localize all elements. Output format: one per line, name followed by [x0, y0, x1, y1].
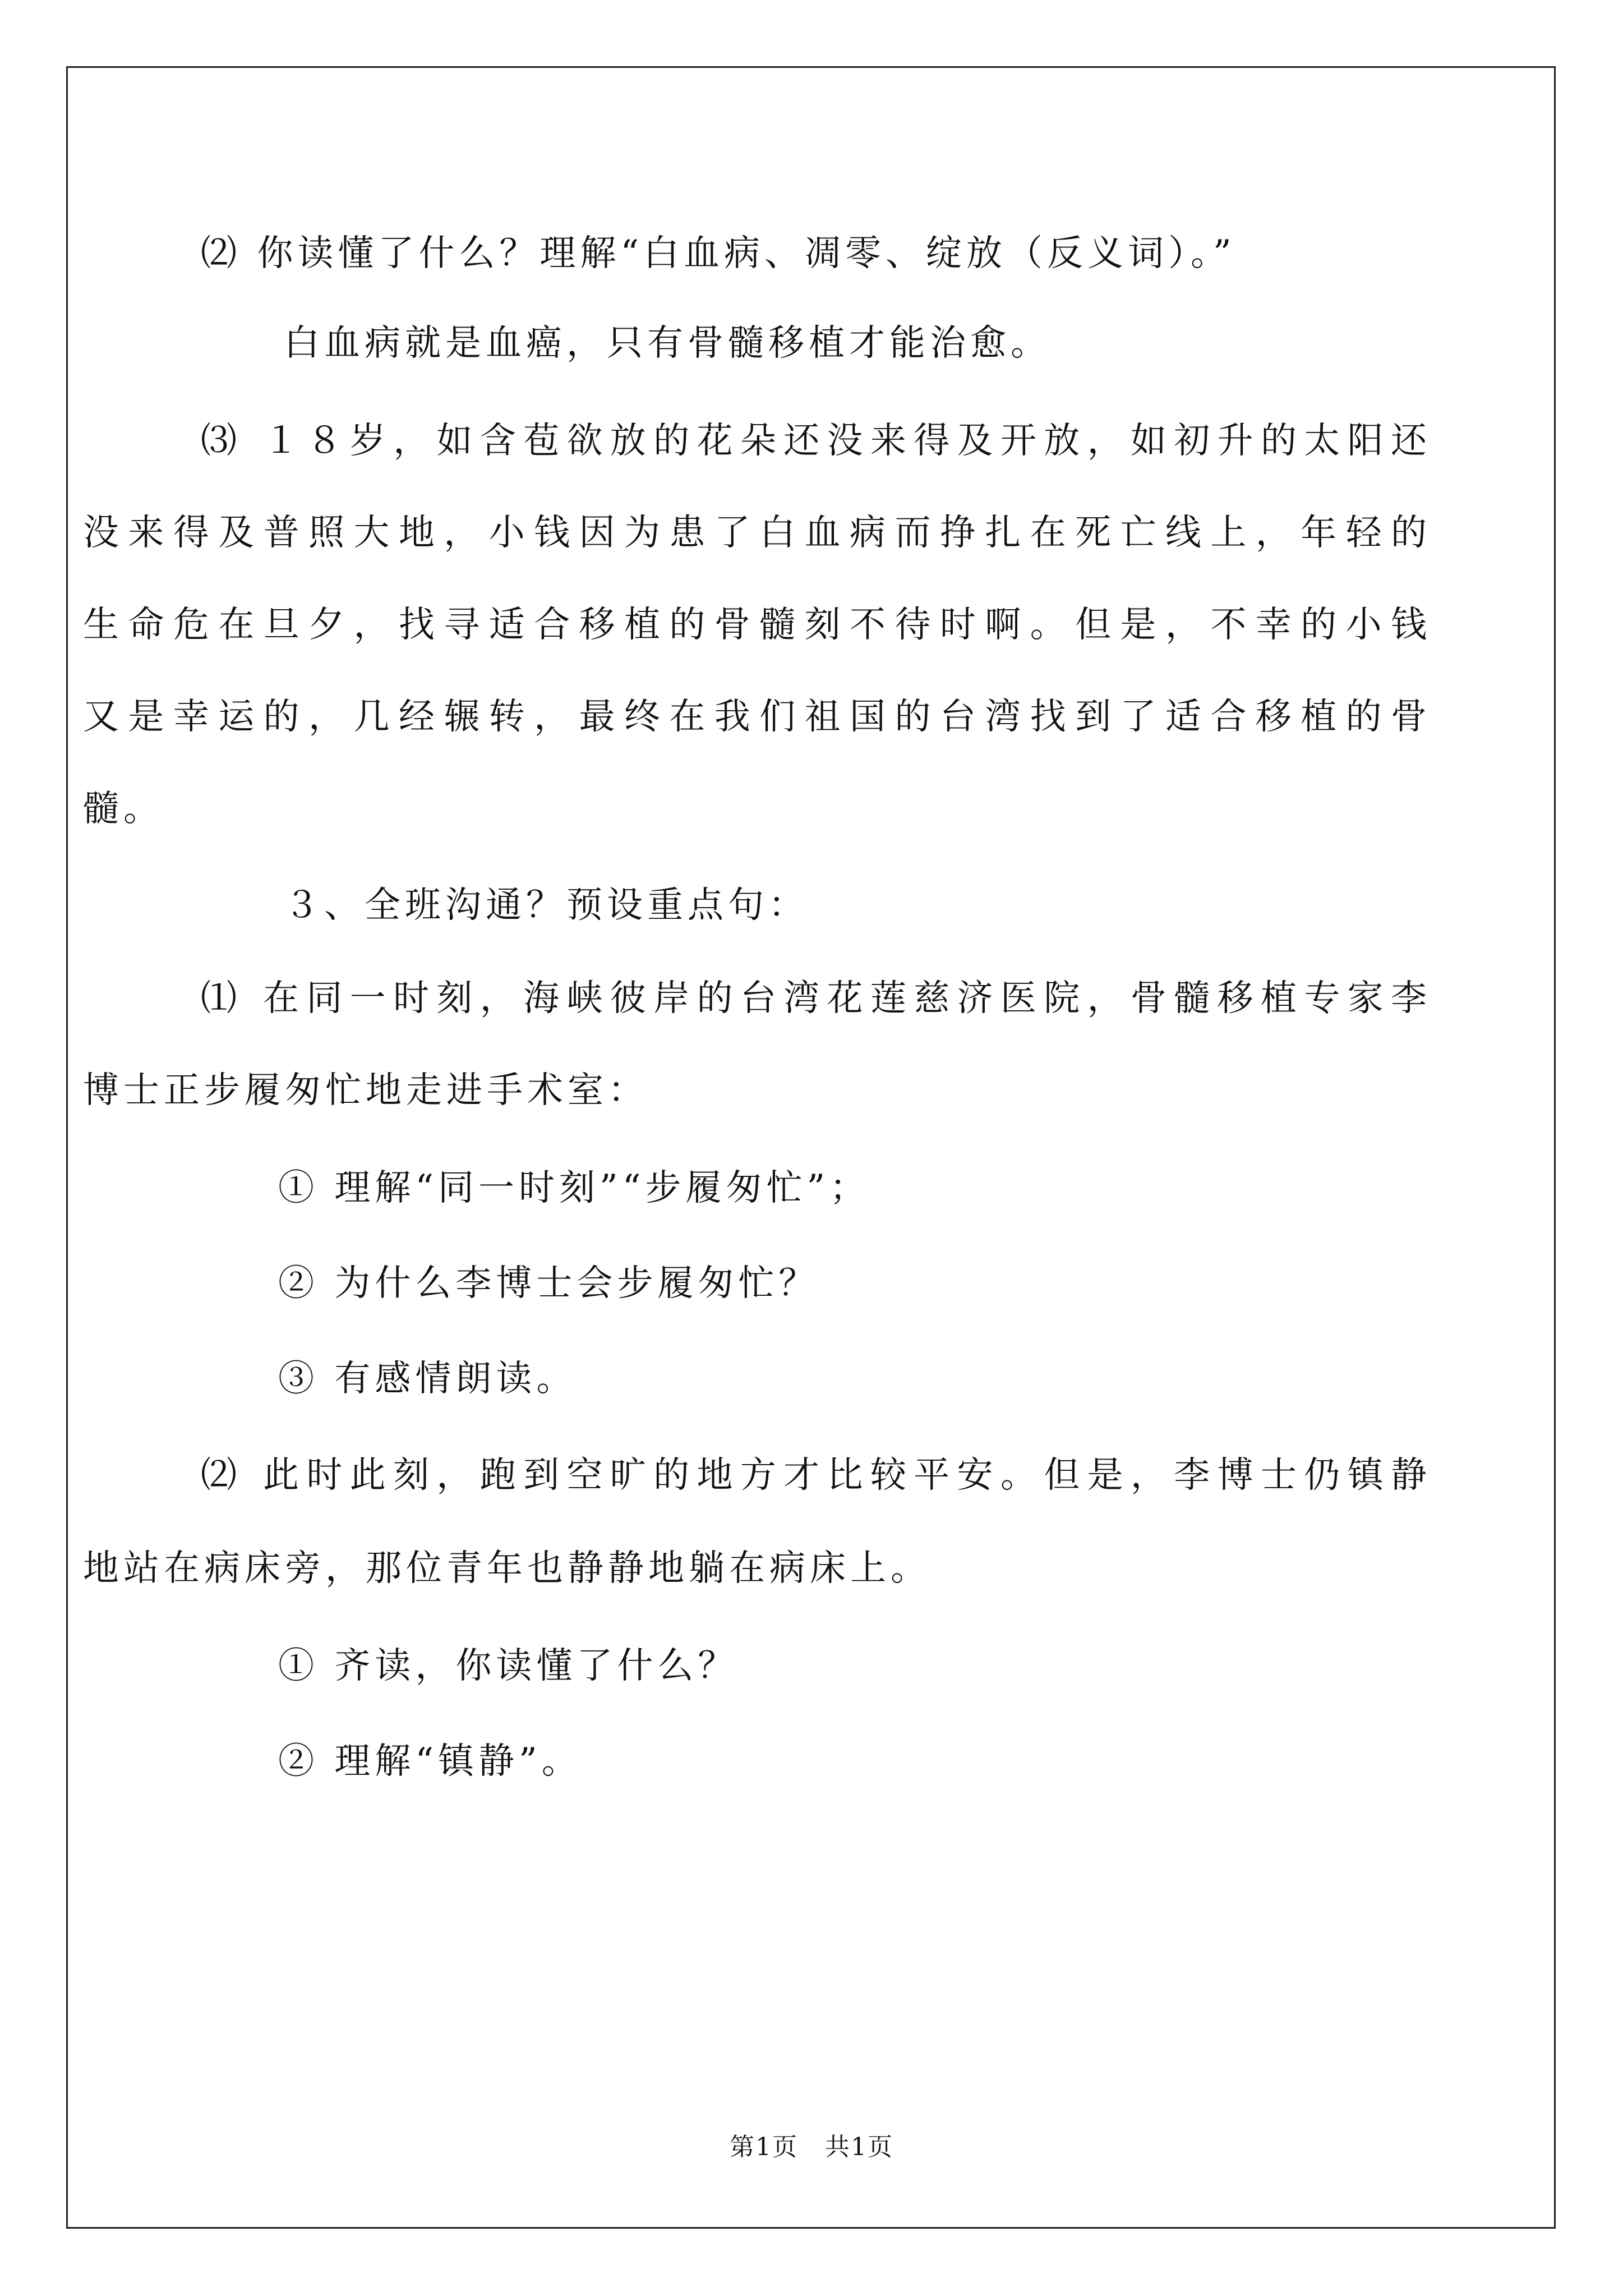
text-line-4: 没来得及普照大地，小钱因为患了白血病而挣扎在死亡线上，年轻的 [83, 512, 1430, 554]
text-line-13: ③ 有感情朗读。 [278, 1358, 577, 1400]
text-line-7: 髓。 [83, 788, 164, 830]
text-line-3: ⑶ １８岁，如含苞欲放的花朵还没来得及开放，如初升的太阳还 [201, 420, 1430, 462]
page-footer: 第1页 共1页 [730, 2133, 893, 2161]
text-line-16: ① 齐读，你读懂了什么？ [278, 1645, 739, 1687]
text-line-6: 又是幸运的，几经辗转，最终在我们祖国的台湾找到了适合移植的骨 [83, 696, 1430, 738]
text-line-12: ② 为什么李博士会步履匆忙？ [278, 1263, 819, 1304]
text-line-15: 地站在病床旁，那位青年也静静地躺在病床上。 [83, 1548, 931, 1589]
text-line-9: ⑴ 在同一时刻，海峡彼岸的台湾花莲慈济医院，骨髓移植专家李 [201, 978, 1430, 1019]
text-line-2: 白血病就是血癌，只有骨髓移植才能治愈。 [284, 323, 1051, 364]
text-line-11: ① 理解“同一时刻”“步履匆忙”； [278, 1167, 870, 1209]
text-line-5: 生命危在旦夕，找寻适合移植的骨髓刻不待时啊。但是，不幸的小钱 [83, 604, 1430, 646]
text-line-8: ３、全班沟通？预设重点句： [284, 885, 809, 926]
page-border [66, 66, 1556, 2229]
text-line-10: 博士正步履匆忙地走进手术室： [83, 1070, 648, 1111]
text-line-14: ⑵ 此时此刻，跑到空旷的地方才比较平安。但是，李博士仍镇静 [201, 1455, 1430, 1496]
text-line-1: ⑵ 你读懂了什么？理解“白血病、凋零、绽放（反义词）。” [201, 233, 1236, 274]
text-line-17: ② 理解“镇静”。 [278, 1741, 582, 1782]
